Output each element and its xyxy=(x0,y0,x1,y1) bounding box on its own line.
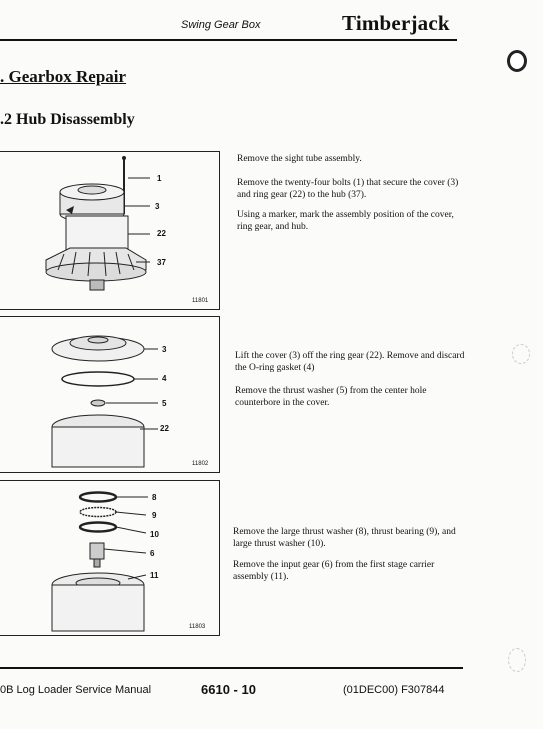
callout-label: 6 xyxy=(150,549,155,558)
step-text: Remove the twenty-four bolts (1) that secure the cover (3) and ring gear (22) to the hub (37). xyxy=(237,178,459,200)
step-text: Using a marker, mark the assembly position of the cover, ring gear, and hub. xyxy=(237,210,454,232)
gearbox-assembly-illustration xyxy=(0,152,219,309)
figure-number: 11803 xyxy=(189,624,206,630)
figure-2 xyxy=(0,316,220,473)
figure-3 xyxy=(0,480,220,636)
callout-label: 22 xyxy=(157,229,166,238)
callout-label: 3 xyxy=(155,202,160,211)
callout-label: 5 xyxy=(162,399,167,408)
callout-label: 9 xyxy=(152,511,157,520)
step-text: Lift the cover (3) off the ring gear (22). Remove and discard the O-ring gasket (4) xyxy=(235,351,465,373)
running-header-title: Swing Gear Box xyxy=(181,19,261,31)
subsection-heading: .2 Hub Disassembly xyxy=(0,111,135,128)
binder-hole-faint-icon xyxy=(512,344,530,364)
callout-label: 22 xyxy=(160,424,169,433)
step-text: Remove the large thrust washer (8), thrust bearing (9), and large thrust washer (10). xyxy=(233,527,456,549)
callout-label: 8 xyxy=(152,493,157,502)
figure-number: 11802 xyxy=(192,461,209,467)
footer-rule xyxy=(0,667,463,669)
step-text: Remove the input gear (6) from the first stage carrier assembly (11). xyxy=(233,560,435,582)
figure-1 xyxy=(0,151,220,310)
figure-number: 11801 xyxy=(192,298,209,304)
header-rule xyxy=(0,39,457,41)
footer-manual-title: 0B Log Loader Service Manual xyxy=(0,684,152,696)
step-text: Remove the thrust washer (5) from the center hole counterbore in the cover. xyxy=(235,386,427,408)
callout-label: 3 xyxy=(162,345,167,354)
callout-label: 11 xyxy=(150,571,159,580)
binder-hole-faint-icon xyxy=(508,648,526,672)
callout-label: 1 xyxy=(157,174,162,183)
step-text: Remove the sight tube assembly. xyxy=(237,154,362,164)
footer-doc-code: (01DEC00) F307844 xyxy=(343,684,445,696)
brand-logo-text: Timberjack xyxy=(342,11,450,35)
callout-label: 10 xyxy=(150,530,159,539)
callout-label: 37 xyxy=(157,258,166,267)
callout-label: 4 xyxy=(162,374,167,383)
binder-hole-icon xyxy=(507,50,527,72)
cover-removal-illustration xyxy=(0,317,219,472)
section-heading: . Gearbox Repair xyxy=(0,67,127,86)
footer-page-number: 6610 - 10 xyxy=(201,682,256,697)
thrust-washer-removal-illustration xyxy=(0,481,219,635)
